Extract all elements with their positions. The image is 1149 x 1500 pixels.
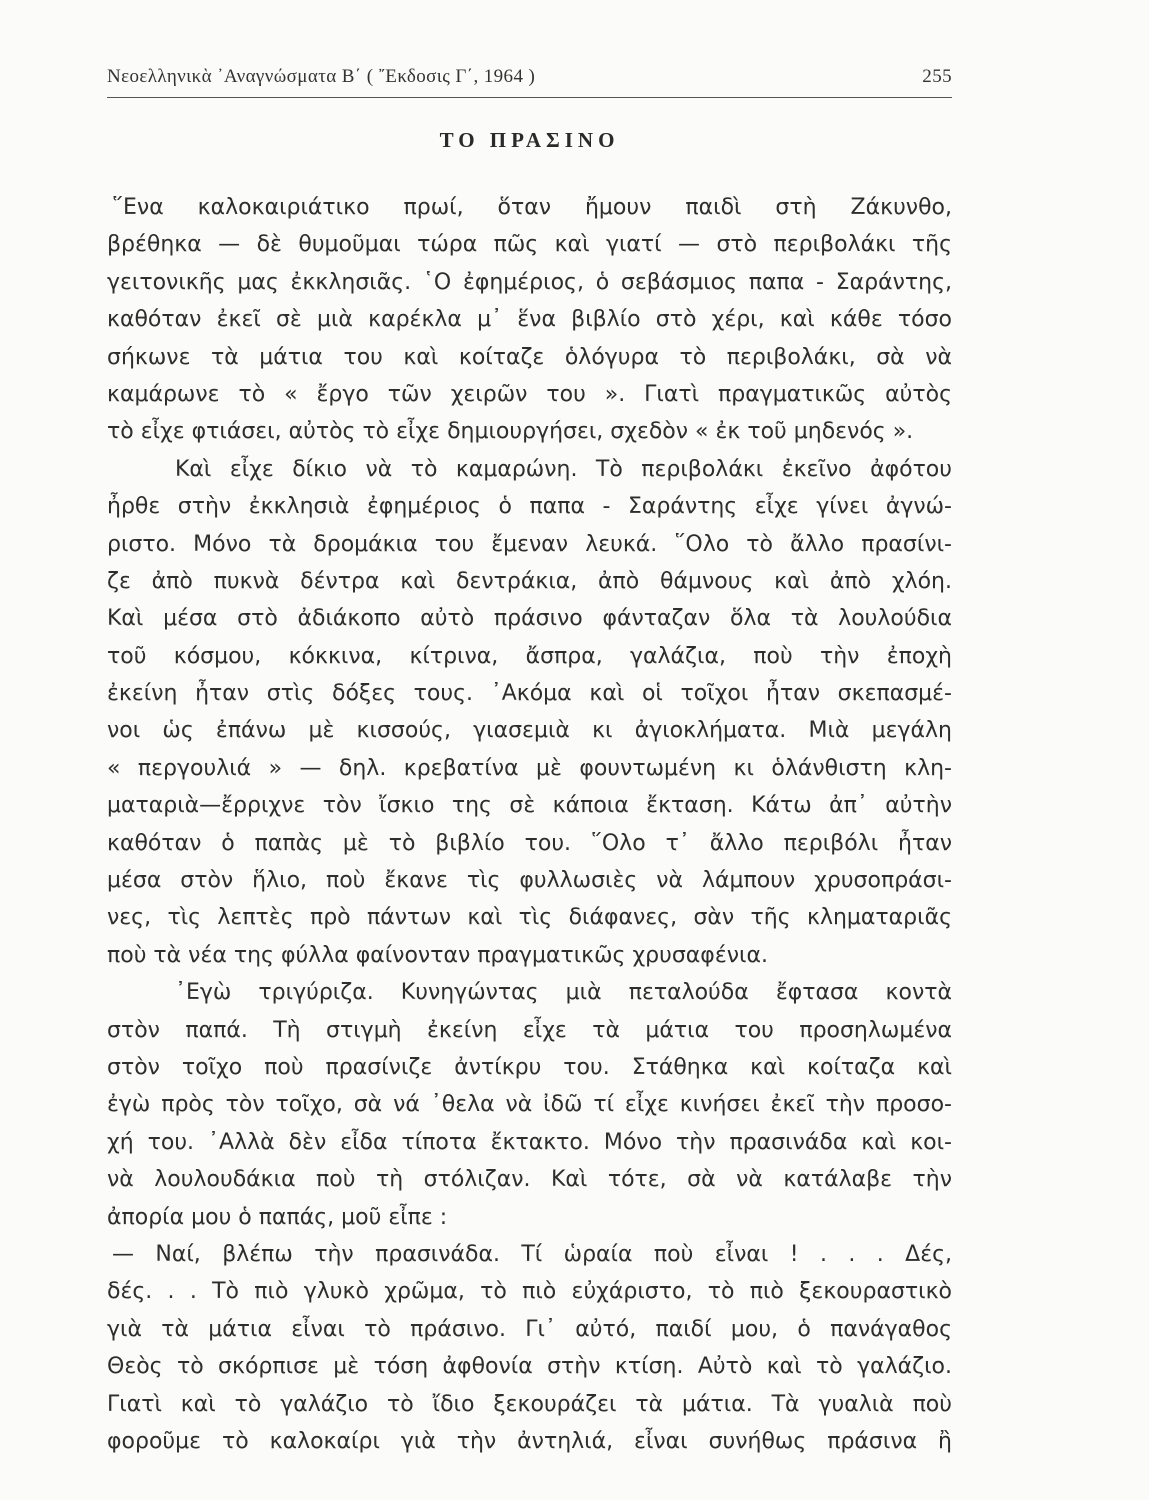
text-line: μέσα στὸν ἥλιο, ποὺ ἔκανε τὶς φυλλωσιὲς νὰ λάμπουν χρυσοπράσι- bbox=[107, 868, 952, 894]
text-line: ἀπορία μου ὁ παπάς, μοῦ εἶπε : bbox=[107, 1204, 448, 1230]
text-line: φοροῦμε τὸ καλοκαίρι γιὰ τὴν ἀντηλιά, εἶναι συνήθως πράσινα ἢ bbox=[107, 1428, 952, 1454]
text-line: ἐγὼ πρὸς τὸν τοῖχο, σὰ νά ᾿θελα νὰ ἰδῶ τί εἶχε κινήσει ἐκεῖ τὴν προσο- bbox=[107, 1092, 952, 1118]
text-line: χή του. ᾿Αλλὰ δὲν εἶδα τίποτα ἔκτακτο. Μόνο τὴν πρασινάδα καὶ κοι- bbox=[107, 1129, 952, 1155]
text-line: νὰ λουλουδάκια ποὺ τὴ στόλιζαν. Καὶ τότε, σὰ νὰ κατάλαβε τὴν bbox=[107, 1167, 952, 1193]
text-line: ῞Ενα καλοκαιριάτικο πρωί, ὅταν ἤμουν παιδὶ στὴ Ζάκυνθο, bbox=[112, 195, 952, 220]
chapter-title: ΤΟ ΠΡΑΣΙΝΟ bbox=[439, 128, 620, 152]
text-line: ζε ἀπὸ πυκνὰ δέντρα καὶ δεντράκια, ἀπὸ θάμνους καὶ ἀπὸ χλόη. bbox=[107, 568, 952, 594]
page-number: 255 bbox=[922, 66, 952, 87]
text-line: καθόταν ἐκεῖ σὲ μιὰ καρέκλα μ᾿ ἕνα βιβλίο στὸ χέρι, καὶ κάθε τόσο bbox=[107, 307, 952, 333]
text-line: ριστο. Μόνο τὰ δρομάκια του ἔμεναν λευκά. ῞Ολο τὸ ἄλλο πρασίνι- bbox=[107, 531, 952, 557]
text-line: « περγουλιά » — δηλ. κρεβατίνα μὲ φουντωμένη κι ὁλάνθιστη κλη- bbox=[107, 755, 952, 781]
running-header bbox=[107, 62, 952, 92]
text-line: τὸ εἶχε φτιάσει, αὐτὸς τὸ εἶχε δημιουργήσει, σχεδὸν « ἐκ τοῦ μηδενός ». bbox=[107, 419, 914, 445]
text-line: σήκωνε τὰ μάτια του καὶ κοίταζε ὁλόγυρα τὸ περιβολάκι, σὰ νὰ bbox=[107, 344, 952, 370]
text-line: γιὰ τὰ μάτια εἶναι τὸ πράσινο. Γι᾿ αὐτό, παιδί μου, ὁ πανάγαθος bbox=[107, 1316, 952, 1342]
text-line: ποὺ τὰ νέα της φύλλα φαίνονταν πραγματικῶς χρυσαφένια. bbox=[107, 942, 768, 968]
text-line: δές. . . Τὸ πιὸ γλυκὸ χρῶμα, τὸ πιὸ εὐχάριστο, τὸ πιὸ ξεκουραστικὸ bbox=[107, 1279, 952, 1305]
text-line: καθόταν ὁ παπὰς μὲ τὸ βιβλίο του. ῞Ολο τ᾿ ἄλλο περιβόλι ἦταν bbox=[107, 830, 952, 856]
text-line: νοι ὡς ἐπάνω μὲ κισσούς, γιασεμιὰ κι ἀγιοκλήματα. Μιὰ μεγάλη bbox=[107, 718, 952, 744]
text-line: ἦρθε στὴν ἐκκλησιὰ ἐφημέριος ὁ παπα - Σαράντης εἶχε γίνει ἀγνώ- bbox=[107, 494, 952, 520]
text-line: ᾿Εγὼ τριγύριζα. Κυνηγώντας μιὰ πεταλούδα ἔφτασα κοντὰ bbox=[175, 980, 952, 1006]
text-line: βρέθηκα — δὲ θυμοῦμαι τώρα πῶς καὶ γιατί — στὸ περιβολάκι τῆς bbox=[107, 232, 952, 258]
text-line: Γιατὶ καὶ τὸ γαλάζιο τὸ ἴδιο ξεκουράζει τὰ μάτια. Τὰ γυαλιὰ ποὺ bbox=[107, 1391, 952, 1417]
running-title: Νεοελληνικὰ ᾿Αναγνώσματα Β΄ ( ῎Εκδοσις Γ΄, 1964 ) bbox=[107, 66, 536, 87]
header-rule bbox=[107, 97, 952, 98]
text-line: γειτονικῆς μας ἐκκλησιᾶς. ῾Ο ἐφημέριος, ὁ σεβάσμιος παπα - Σαράντης, bbox=[107, 269, 952, 295]
text-line: ἐκείνη ἦταν στὶς δόξες τους. ᾿Ακόμα καὶ οἱ τοῖχοι ἦταν σκεπασμέ- bbox=[107, 681, 952, 707]
text-line: νες, τὶς λεπτὲς πρὸ πάντων καὶ τὶς διάφανες, σὰν τῆς κληματαριᾶς bbox=[107, 905, 952, 931]
text-line: Καὶ εἶχε δίκιο νὰ τὸ καμαρώνη. Τὸ περιβολάκι ἐκεῖνο ἀφότου bbox=[175, 456, 952, 482]
text-line: στὸν παπά. Τὴ στιγμὴ ἐκείνη εἶχε τὰ μάτια του προσηλωμένα bbox=[107, 1017, 952, 1043]
text-line: στὸν τοῖχο ποὺ πρασίνιζε ἀντίκρυ του. Στάθηκα καὶ κοίταζα καὶ bbox=[107, 1054, 952, 1080]
text-line: Καὶ μέσα στὸ ἀδιάκοπο αὐτὸ πράσινο φάνταζαν ὅλα τὰ λουλούδια bbox=[107, 606, 952, 632]
text-line: ματαριὰ—ἔρριχνε τὸν ἴσκιο της σὲ κάποια ἔκταση. Κάτω ἀπ᾿ αὐτὴν bbox=[107, 793, 952, 819]
text-line: τοῦ κόσμου, κόκκινα, κίτρινα, ἄσπρα, γαλάζια, ποὺ τὴν ἐποχὴ bbox=[107, 643, 952, 669]
body-text bbox=[107, 189, 952, 1460]
text-line: Θεὸς τὸ σκόρπισε μὲ τόση ἀφθονία στὴν κτίση. Αὐτὸ καὶ τὸ γαλάζιο. bbox=[107, 1354, 952, 1380]
text-line: — Ναί, βλέπω τὴν πρασινάδα. Τί ὡραία ποὺ εἶναι ! . . . Δές, bbox=[112, 1241, 952, 1267]
text-line: καμάρωνε τὸ « ἔργο τῶν χειρῶν του ». Γιατὶ πραγματικῶς αὐτὸς bbox=[107, 381, 952, 407]
